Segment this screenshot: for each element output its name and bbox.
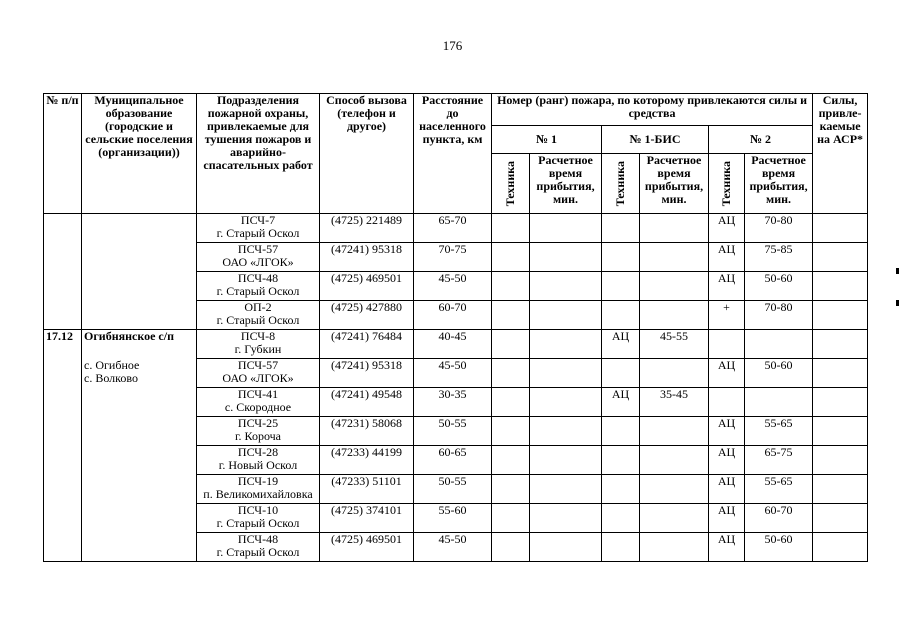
tech-rank-1: [492, 446, 530, 475]
eta-rank-1bis: [640, 359, 709, 388]
table-header: [44, 94, 868, 214]
tech-rank-1bis: [602, 301, 640, 330]
tech-rank-1bis: АЦ: [602, 388, 640, 417]
unit-cell: [197, 417, 320, 446]
asr-cell: [813, 446, 868, 475]
row-num: [44, 533, 82, 562]
header-municipal: Муниципальное образование (городские и сельские поселения (организации)): [82, 94, 197, 214]
unit-location: г. Старый Оскол: [216, 516, 300, 530]
tech-rank-1: [492, 272, 530, 301]
unit-name: ПСЧ-48: [237, 532, 279, 546]
tech-rank-2: АЦ: [709, 272, 745, 301]
tech-rank-2: АЦ: [709, 243, 745, 272]
call-method: (47241) 49548: [320, 388, 414, 417]
eta-rank-2: 70-80: [745, 214, 813, 243]
municipal-name: Огибнянское с/п: [84, 329, 174, 343]
municipal-cell: [82, 272, 197, 301]
eta-rank-1bis: [640, 446, 709, 475]
distance: 45-50: [414, 533, 492, 562]
table-row: [44, 272, 868, 301]
eta-rank-2: 50-60: [745, 533, 813, 562]
asr-cell: [813, 359, 868, 388]
tech-rank-1bis: [602, 446, 640, 475]
unit-cell: [197, 330, 320, 359]
distance: 50-55: [414, 417, 492, 446]
eta-rank-2: 50-60: [745, 359, 813, 388]
header-distance: Расстояние до населенного пункта, км: [414, 94, 492, 214]
municipal-cell: [82, 301, 197, 330]
tech-rank-2: АЦ: [709, 475, 745, 504]
header-call: Способ вызова (телефон и другое): [320, 94, 414, 214]
row-num: [44, 417, 82, 446]
eta-rank-2: 55-65: [745, 475, 813, 504]
call-method: (4725) 221489: [320, 214, 414, 243]
table-row: [44, 417, 868, 446]
header-rank-2: № 2: [709, 126, 813, 154]
header-eta-1: Расчетное время прибытия, мин.: [530, 154, 602, 214]
distance: 40-45: [414, 330, 492, 359]
table-row: [44, 301, 868, 330]
fire-forces-table: [43, 93, 868, 562]
municipal-cell: [82, 214, 197, 243]
tech-rank-1: [492, 504, 530, 533]
row-num: [44, 243, 82, 272]
asr-cell: [813, 504, 868, 533]
unit-name: ПСЧ-8: [240, 329, 276, 343]
header-eta-2: Расчетное время прибытия, мин.: [745, 154, 813, 214]
distance: 45-50: [414, 359, 492, 388]
eta-rank-1bis: 35-45: [640, 388, 709, 417]
unit-location: ОАО «ЛГОК»: [222, 255, 294, 269]
row-num: [44, 214, 82, 243]
row-num: 17.12: [44, 330, 82, 359]
tech-rank-2: АЦ: [709, 214, 745, 243]
call-method: (47233) 44199: [320, 446, 414, 475]
municipal-cell: [82, 417, 197, 446]
unit-location: г. Старый Оскол: [216, 545, 300, 559]
asr-cell: [813, 417, 868, 446]
call-method: (47233) 51101: [320, 475, 414, 504]
municipal-cell: [82, 388, 197, 417]
unit-name: ОП-2: [244, 300, 272, 314]
row-num: [44, 272, 82, 301]
unit-location: ОАО «ЛГОК»: [222, 371, 294, 385]
municipal-cell: [82, 475, 197, 504]
tech-rank-1bis: АЦ: [602, 330, 640, 359]
eta-rank-2: [745, 330, 813, 359]
table-body: [44, 214, 868, 562]
table-row: [44, 533, 868, 562]
header-rank: Номер (ранг) пожара, по которому привлекаются силы и средства: [492, 94, 813, 126]
header-asr: Силы, привле-каемые на АСР*: [813, 94, 868, 214]
eta-rank-2: 50-60: [745, 272, 813, 301]
unit-cell: [197, 359, 320, 388]
tech-rank-1: [492, 475, 530, 504]
unit-location: г. Короча: [234, 429, 282, 443]
settlements: с. Огибное с. Волково: [84, 357, 140, 385]
call-method: (47241) 95318: [320, 243, 414, 272]
distance: 60-70: [414, 301, 492, 330]
table-row: [44, 243, 868, 272]
eta-rank-2: 55-65: [745, 417, 813, 446]
tech-rank-2: АЦ: [709, 446, 745, 475]
unit-name: ПСЧ-57: [237, 242, 279, 256]
unit-cell: [197, 243, 320, 272]
unit-cell: [197, 504, 320, 533]
unit-cell: [197, 388, 320, 417]
tech-rank-1: [492, 243, 530, 272]
header-rank-1bis: № 1-БИС: [602, 126, 709, 154]
page-number: 176: [442, 38, 463, 53]
call-method: (47231) 58068: [320, 417, 414, 446]
unit-name: ПСЧ-7: [240, 213, 276, 227]
asr-cell: [813, 243, 868, 272]
tech-rank-1: [492, 359, 530, 388]
municipal-cell: [82, 330, 197, 359]
eta-rank-1: [530, 359, 602, 388]
header-rank-1: № 1: [492, 126, 602, 154]
eta-rank-1: [530, 301, 602, 330]
unit-name: ПСЧ-28: [237, 445, 279, 459]
tech-rank-1: [492, 533, 530, 562]
municipal-cell: [82, 446, 197, 475]
distance: 55-60: [414, 504, 492, 533]
tech-rank-1bis: [602, 214, 640, 243]
unit-name: ПСЧ-25: [237, 416, 279, 430]
header-tech-1bis: Техника: [613, 160, 627, 207]
eta-rank-1bis: [640, 417, 709, 446]
call-method: (4725) 469501: [320, 272, 414, 301]
tech-rank-1: [492, 417, 530, 446]
eta-rank-1: [530, 533, 602, 562]
tech-rank-2: [709, 388, 745, 417]
asr-cell: [813, 301, 868, 330]
municipal-cell: [82, 533, 197, 562]
eta-rank-1bis: [640, 214, 709, 243]
unit-name: ПСЧ-48: [237, 271, 279, 285]
tech-rank-2: АЦ: [709, 417, 745, 446]
tech-rank-2: [709, 330, 745, 359]
tech-rank-2: АЦ: [709, 504, 745, 533]
call-method: (47241) 76484: [320, 330, 414, 359]
row-num: [44, 388, 82, 417]
edge-mark: [896, 268, 899, 274]
tech-rank-1bis: [602, 533, 640, 562]
unit-location: г. Новый Оскол: [218, 458, 298, 472]
call-method: (4725) 427880: [320, 301, 414, 330]
unit-name: ПСЧ-10: [237, 503, 279, 517]
eta-rank-2: 75-85: [745, 243, 813, 272]
unit-cell: [197, 214, 320, 243]
eta-rank-1bis: [640, 475, 709, 504]
eta-rank-1: [530, 504, 602, 533]
eta-rank-1: [530, 330, 602, 359]
distance: 60-65: [414, 446, 492, 475]
unit-location: г. Старый Оскол: [216, 284, 300, 298]
header-tech-2: Техника: [719, 160, 733, 207]
row-num: [44, 475, 82, 504]
eta-rank-1bis: 45-55: [640, 330, 709, 359]
table-row: [44, 214, 868, 243]
unit-location: с. Скородное: [224, 400, 292, 414]
eta-rank-1: [530, 214, 602, 243]
tech-rank-2: +: [709, 301, 745, 330]
tech-rank-1bis: [602, 272, 640, 301]
call-method: (4725) 374101: [320, 504, 414, 533]
unit-location: п. Великомихайловка: [203, 487, 313, 501]
eta-rank-2: [745, 388, 813, 417]
asr-cell: [813, 388, 868, 417]
distance: 65-70: [414, 214, 492, 243]
call-method: (47241) 95318: [320, 359, 414, 388]
unit-cell: [197, 301, 320, 330]
distance: 45-50: [414, 272, 492, 301]
unit-cell: [197, 272, 320, 301]
unit-cell: [197, 533, 320, 562]
eta-rank-1: [530, 475, 602, 504]
header-tech-1: Техника: [503, 160, 517, 207]
row-num: [44, 504, 82, 533]
table-row: [44, 475, 868, 504]
municipal-cell: [82, 504, 197, 533]
table-row: [44, 388, 868, 417]
tech-rank-1bis: [602, 504, 640, 533]
distance: 30-35: [414, 388, 492, 417]
call-method: (4725) 469501: [320, 533, 414, 562]
header-eta-1bis: Расчетное время прибытия, мин.: [640, 154, 709, 214]
tech-rank-2: АЦ: [709, 359, 745, 388]
tech-rank-1bis: [602, 417, 640, 446]
tech-rank-2: АЦ: [709, 533, 745, 562]
unit-location: г. Старый Оскол: [216, 313, 300, 327]
eta-rank-2: 65-75: [745, 446, 813, 475]
eta-rank-2: 70-80: [745, 301, 813, 330]
asr-cell: [813, 533, 868, 562]
eta-rank-1: [530, 272, 602, 301]
tech-rank-1: [492, 330, 530, 359]
row-num: [44, 301, 82, 330]
unit-cell: [197, 446, 320, 475]
unit-location: г. Старый Оскол: [216, 226, 300, 240]
tech-rank-1bis: [602, 243, 640, 272]
tech-rank-1: [492, 388, 530, 417]
tech-rank-1: [492, 214, 530, 243]
unit-name: ПСЧ-19: [237, 474, 279, 488]
eta-rank-1: [530, 417, 602, 446]
asr-cell: [813, 475, 868, 504]
eta-rank-1bis: [640, 504, 709, 533]
eta-rank-1bis: [640, 533, 709, 562]
row-num: [44, 359, 82, 388]
asr-cell: [813, 272, 868, 301]
unit-location: г. Губкин: [234, 342, 282, 356]
tech-rank-1: [492, 301, 530, 330]
tech-rank-1bis: [602, 359, 640, 388]
eta-rank-1: [530, 446, 602, 475]
table-row: [44, 330, 868, 359]
eta-rank-1: [530, 388, 602, 417]
eta-rank-1bis: [640, 243, 709, 272]
municipal-cell: [82, 359, 197, 388]
municipal-cell: [82, 243, 197, 272]
unit-name: ПСЧ-41: [237, 387, 279, 401]
header-num: № п/п: [44, 94, 82, 214]
asr-cell: [813, 330, 868, 359]
distance: 50-55: [414, 475, 492, 504]
distance: 70-75: [414, 243, 492, 272]
table-row: [44, 504, 868, 533]
edge-mark: [896, 300, 899, 306]
tech-rank-1bis: [602, 475, 640, 504]
unit-cell: [197, 475, 320, 504]
eta-rank-1bis: [640, 272, 709, 301]
row-num: [44, 446, 82, 475]
table-row: [44, 359, 868, 388]
eta-rank-1bis: [640, 301, 709, 330]
eta-rank-1: [530, 243, 602, 272]
table-row: [44, 446, 868, 475]
header-units: Подразделения пожарной охраны, привлекаемые для тушения пожаров и аварийно-спасательных работ: [197, 94, 320, 214]
unit-name: ПСЧ-57: [237, 358, 279, 372]
eta-rank-2: 60-70: [745, 504, 813, 533]
asr-cell: [813, 214, 868, 243]
